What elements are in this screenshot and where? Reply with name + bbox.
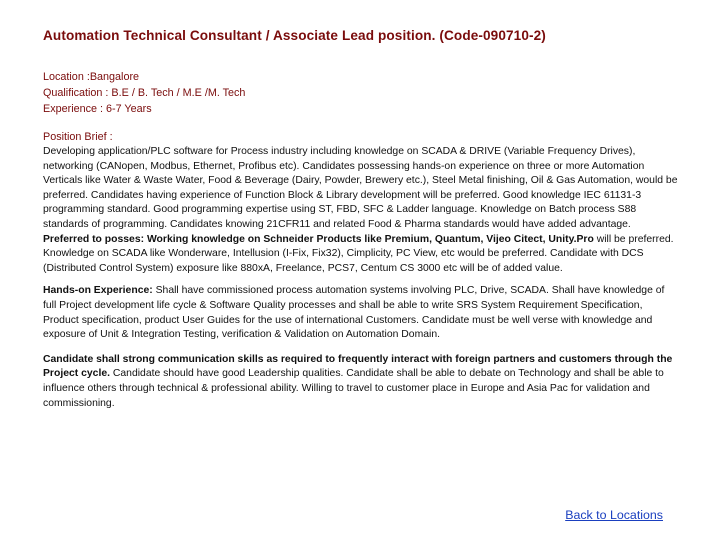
handson-label: Hands-on Experience:: [43, 285, 153, 297]
page-title: Automation Technical Consultant / Associate Lead position. (Code-090710-2): [43, 28, 546, 43]
experience-line: Experience : 6-7 Years: [43, 103, 152, 115]
communication-section: [43, 353, 679, 411]
back-to-locations-link[interactable]: Back to Locations: [565, 508, 663, 522]
preferred-section: [43, 233, 679, 277]
location-line: Location :Bangalore: [43, 71, 140, 83]
position-brief-text: Developing application/PLC software for Process industry including knowledge on SCADA & DRIVE (Variable Frequency Drives), networking (CANopen, Modbus, Ethernet, Profibus etc). Candidates possessing hands-on experience on three or more Automation Verticals like Water & Waste Water, Food & Beverage (Dairy, Powder, Brewery etc.), Steel Metal finishing, Oil & Gas Automation, would be preferred. Candidates having experience of Function Block & Library development will be preferred. Good knowledge IEC 61131-3 programming standard. Good programming expertise using ST, FBD, SFC & Ladder language. Knowledge on Batch process S88 standards of programming. Candidates knowing 21CFR11 and related Food & Pharma standards would have added advantage.: [43, 146, 678, 230]
handson-text: Shall have commissioned process automation systems involving PLC, Drive, SCADA. Shall have knowledge of full Project development life cycle & Software Quality processes and shall be able to write SRS System Requirement Specification, Product specification, product User Guides for the use of international Customers. Candidate must be well verse with knowledge and exposure of Unit & Integration Testing, verification & Validation on Automation Domain.: [43, 285, 665, 341]
communication-text: Candidate should have good Leadership qualities. Candidate shall be able to debate on Technology and shall be able to influence others through technical & professional ability. Willing to travel to customer place in Europe and Asia Pac for validation and commissioning.: [43, 368, 664, 409]
communication-bold: Candidate shall strong communication skills as required to frequently interact with foreign partners and customers through the Project cycle.: [43, 353, 673, 380]
preferred-bold: Preferred to posses: Working knowledge on Schneider Products like Premium, Quantum, Vijeo Citect, Unity.Pro: [43, 233, 594, 245]
handson-section: [43, 284, 679, 342]
position-brief-label: Position Brief :: [43, 131, 113, 143]
job-posting: [43, 28, 679, 411]
qualification-line: Qualification : B.E / B. Tech / M.E /M. Tech: [43, 87, 246, 99]
preferred-text: will be preferred. Knowledge on SCADA like Wonderware, Intellusion (I-Fix, Fix32), Cimplicity, PC View, etc would be preferred. Candidate with DCS (Distributed Control System) exposure like 880xA, Freelance, PCS7, Centum CS 3000 etc will be of added value.: [43, 233, 674, 274]
job-meta: [43, 69, 679, 117]
